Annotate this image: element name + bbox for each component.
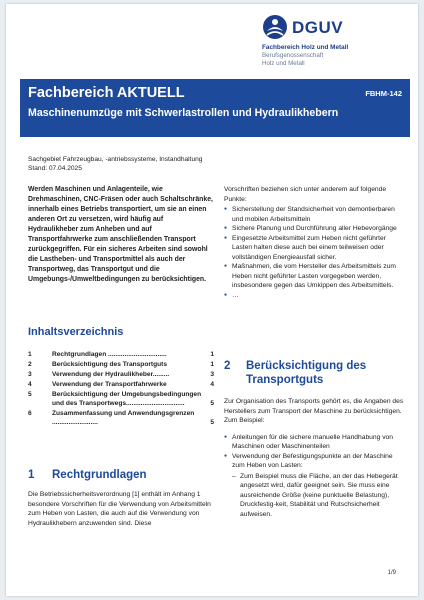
toc-item-label: Zusammenfassung und Anwendungsgrenzen ......................... — [52, 410, 195, 426]
toc-item-page: 5 — [210, 400, 214, 407]
section-2-lead: Zur Organisation des Transports gehört es, die Angaben des Herstellers zum Transport der Maschine zu berücksichtigen. Zum Beispiel: — [224, 398, 404, 424]
section-1-title: Rechtgrundlagen — [52, 469, 147, 481]
section-2-body — [224, 397, 404, 519]
right-column — [224, 185, 404, 300]
document-code: FBHM-142 — [365, 89, 402, 98]
list-item: ● … — [224, 291, 404, 301]
list-item: ● Sichere Planung und Durchführung aller Hebevorgänge — [224, 224, 404, 234]
toc-item[interactable] — [28, 350, 214, 359]
document-title: Maschinenumzüge mit Schwerlastrollen und Hydraulikhebern — [28, 107, 339, 119]
toc-item[interactable] — [28, 390, 214, 408]
list-item: ● Eingesetzte Arbeitsmittel zum Heben nicht geführter Lasten halten diese auch bei einem teilweisen oder vollständigen Energieausfall sicher. — [224, 234, 404, 263]
subject-area: Sachgebiet Fahrzeugbau, -antriebssysteme, Instandhaltung — [28, 156, 203, 163]
section-2-heading — [224, 359, 404, 387]
toc-item[interactable] — [28, 380, 214, 389]
section-2-sublist — [232, 472, 404, 520]
toc-item-number: 6 — [28, 410, 32, 417]
document-page — [6, 4, 418, 596]
table-of-contents — [28, 350, 214, 428]
section-1-body: Die Betriebssicherheitsverordnung [1] enthält im Anhang 1 besondere Vorschriften für die Verwendung von Arbeitsmitteln zum Heben von Lasten, die auch auf die Verwendung von Hydraulikhebern anzuwenden sind. Diese — [28, 491, 211, 527]
title-banner — [20, 79, 410, 137]
list-item: ● Sicherstellung der Standsicherheit von demontierbaren und mobilen Arbeitsmitteln — [224, 205, 404, 224]
toc-heading: Inhaltsverzeichnis — [28, 326, 124, 338]
intro-paragraph: Werden Maschinen und Anlagenteile, wie Drehmaschinen, CNC-Fräsen oder auch Schaltschränke, innerhalb eines Betriebs transportiert, um sie an einen anderen Ort zu versetzen, wird häufig auf Hydraulikheber zum Anheben und auf Transportfahrwerke zum anschließenden Transport zurückgegriffen. Für ein sicheres Arbeiten sind sowohl die Lastheben- und Transportmittel als auch der Transportweg, das Transportgut und die Umgebungs-/Umweltbedingungen zu berücksichtigen. — [28, 186, 213, 283]
section-2-number: 2 — [224, 360, 231, 372]
logo-department: Fachbereich Holz und Metall — [262, 44, 349, 51]
toc-item-label: Verwendung der Transportfahrwerke — [52, 381, 167, 388]
toc-item-number: 4 — [28, 381, 32, 388]
toc-item-label: Berücksichtigung der Umgebungsbedingungen und des Transportwegs................................ — [52, 391, 202, 407]
section-1-heading — [28, 469, 147, 481]
toc-item-label: Rechtgrundlagen ................................ — [52, 351, 167, 358]
toc-item-page: 5 — [210, 419, 214, 426]
list-item: ● Anleitungen für die sichere manuelle Handhabung von Maschinen oder Maschinenteilen — [224, 433, 404, 452]
requirements-list — [224, 205, 404, 300]
document-date: Stand: 07.04.2025 — [28, 165, 82, 172]
dguv-logo-icon — [262, 14, 288, 40]
toc-item[interactable] — [28, 409, 214, 427]
section-2-title: Berücksichtigung des Transportguts — [246, 360, 367, 386]
list-item: – Zum Beispiel muss die Fläche, an der das Hebegerät angesetzt wird, dafür geeignet sein. Sie muss eine ausreichende Größe (keine punktuelle Belastung), Druckfestig-keit, Stabilität und Rutschsicherheit aufweisen. — [232, 472, 404, 520]
banner-title: Fachbereich AKTUELL — [28, 85, 185, 101]
toc-item-number: 1 — [28, 351, 32, 358]
logo-organisation-sub: Holz und Metall — [262, 60, 305, 67]
list-item: ● Verwendung der Befestigungspunkte an der Maschine zum Heben von Lasten: — [224, 452, 404, 471]
toc-item-page: 4 — [210, 381, 214, 388]
document-meta — [28, 155, 202, 173]
toc-item-page: 3 — [210, 371, 214, 378]
toc-item-number: 3 — [28, 371, 32, 378]
dguv-logo — [262, 14, 412, 74]
toc-item[interactable] — [28, 370, 214, 379]
toc-item-page: 1 — [210, 351, 214, 358]
toc-item[interactable] — [28, 360, 214, 369]
logo-organisation: Berufsgenossenschaft — [262, 52, 324, 59]
requirements-lead: Vorschriften beziehen sich unter anderem auf folgende Punkte: — [224, 186, 387, 203]
toc-item-number: 5 — [28, 391, 32, 398]
toc-item-label: Verwendung der Hydraulikheber......... — [52, 371, 170, 378]
toc-item-label: Berücksichtigung des Transportguts — [52, 361, 168, 368]
section-2-list — [224, 433, 404, 471]
intro-column — [28, 185, 214, 285]
list-item: ● Maßnahmen, die vom Hersteller des Arbeitsmittels zum Heben nicht geführter Lasten vorgegeben werden, insbesondere gegen das Umkippen des Arbeitsmittels. — [224, 262, 404, 291]
section-1-number: 1 — [28, 469, 35, 481]
toc-item-page: 1 — [210, 361, 214, 368]
toc-item-number: 2 — [28, 361, 32, 368]
page-number: 1/9 — [387, 570, 396, 576]
logo-wordmark: DGUV — [292, 18, 344, 37]
